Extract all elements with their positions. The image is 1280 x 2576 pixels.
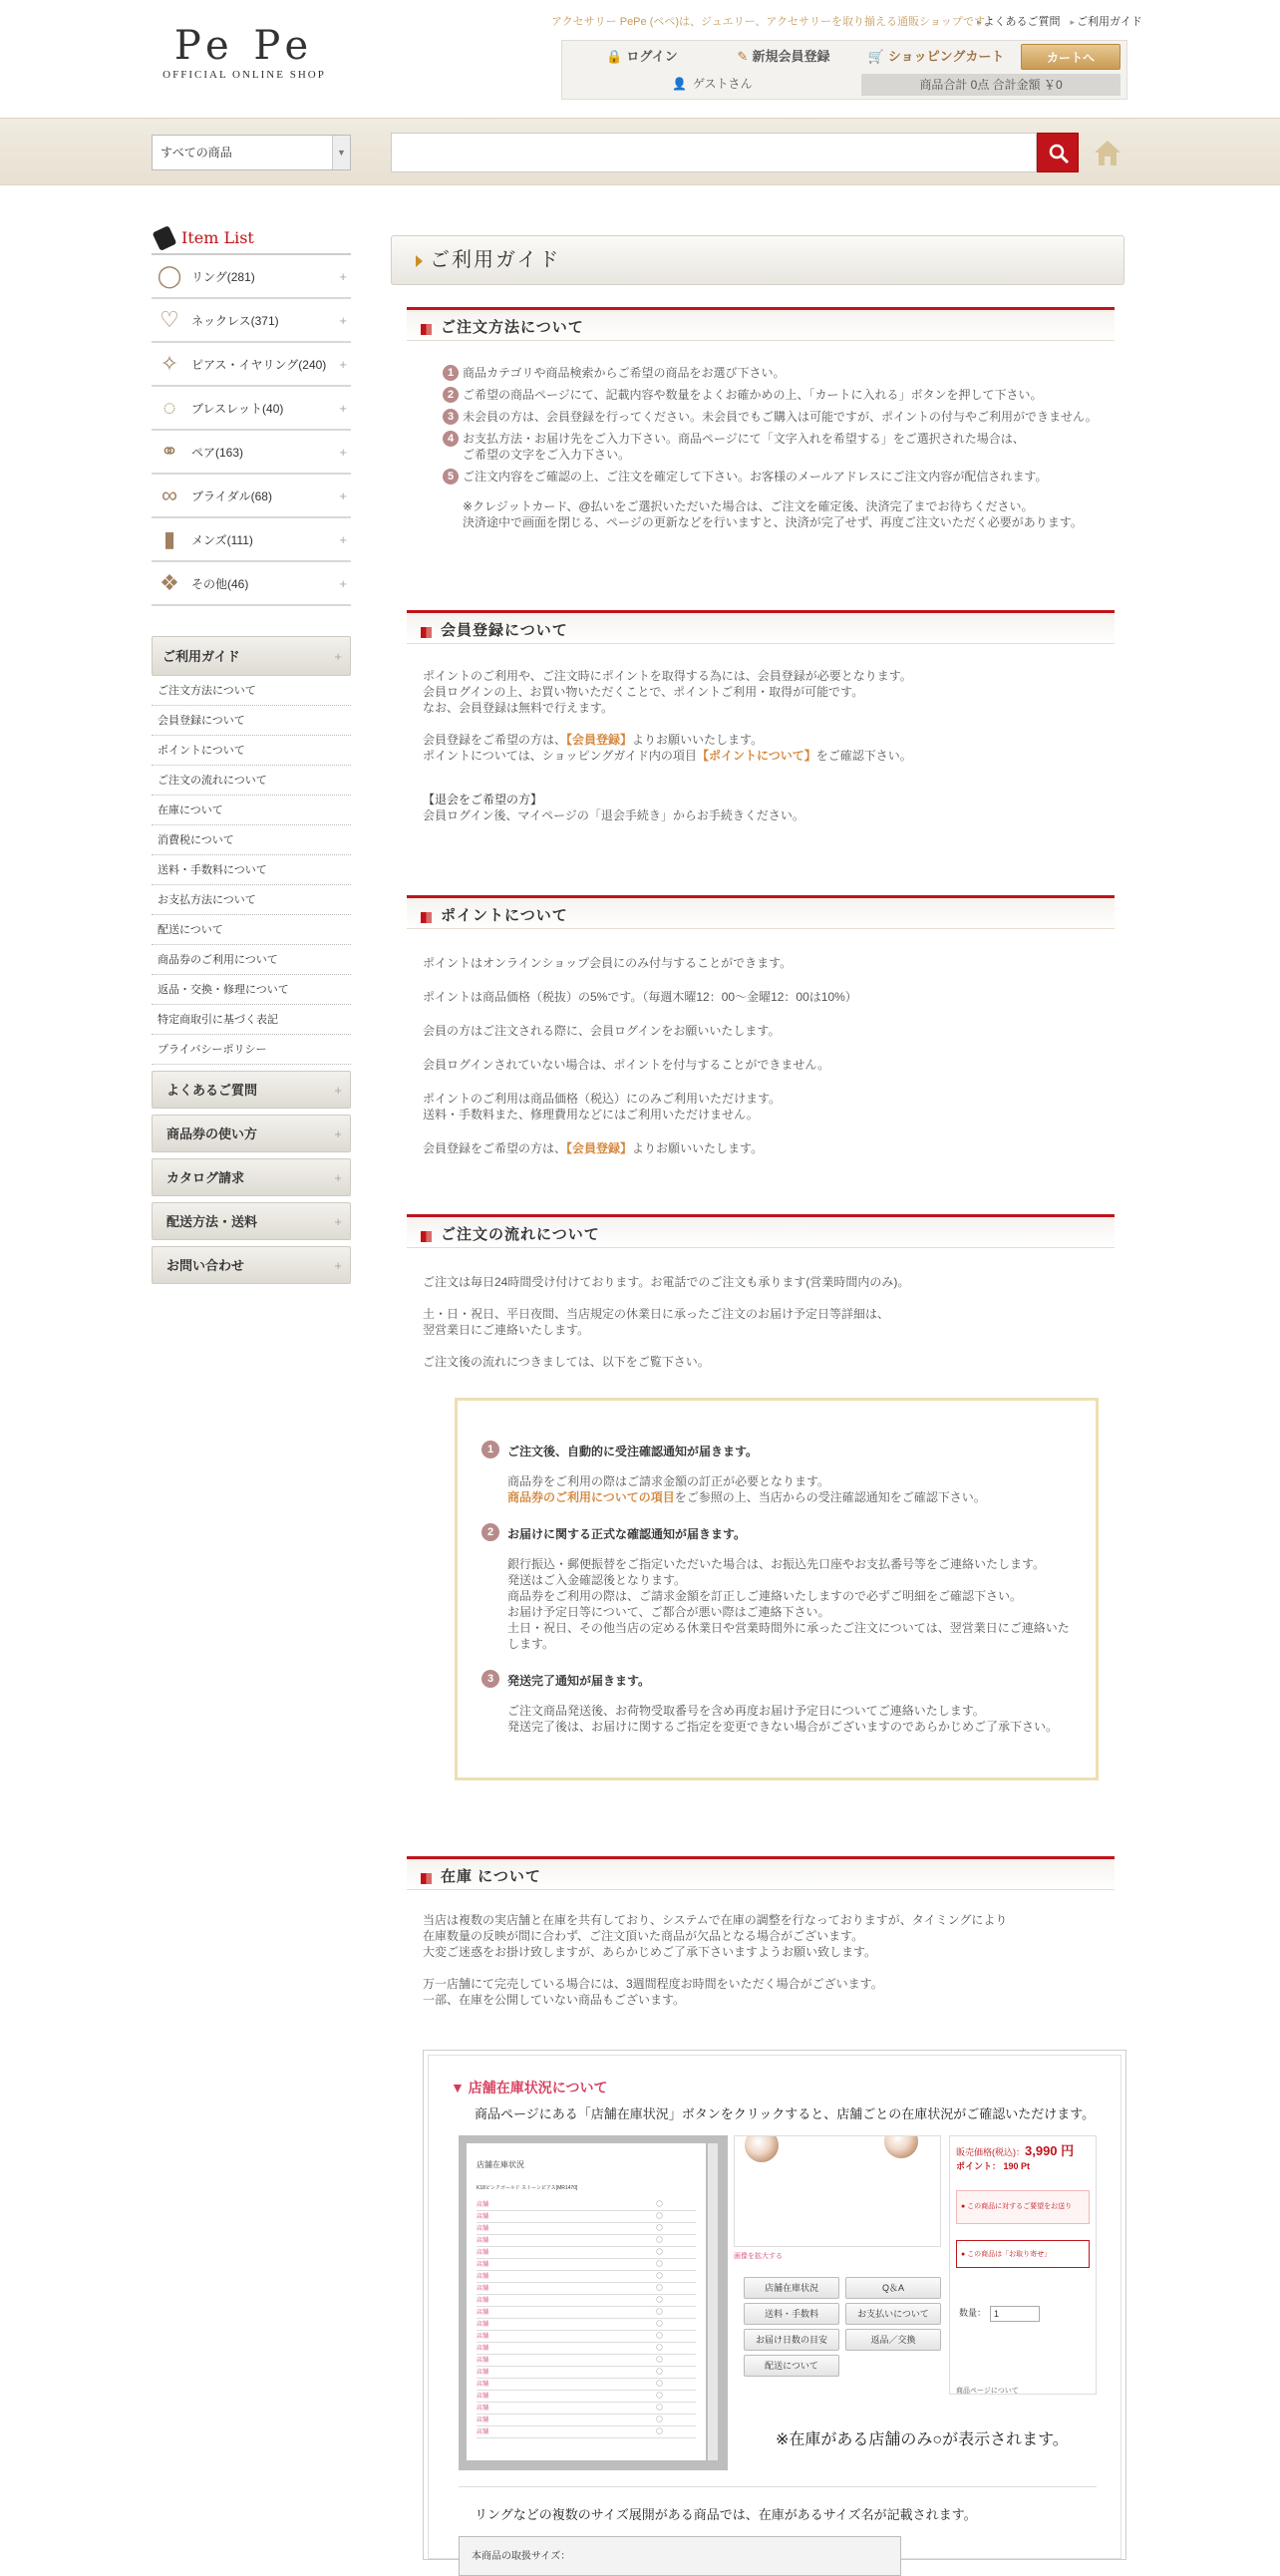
request-notice: ● この商品に対するご要望をお送り bbox=[956, 2190, 1090, 2224]
payment-button[interactable]: お支払いについて bbox=[845, 2303, 941, 2325]
sidebar-category[interactable] bbox=[152, 475, 351, 518]
order-section bbox=[407, 307, 1115, 530]
guest-label: ゲストさん bbox=[692, 77, 753, 91]
main-content bbox=[391, 235, 1124, 285]
section-body bbox=[407, 1912, 1115, 2008]
store-row: 店舗 ◯ bbox=[477, 2223, 696, 2235]
text-line: ポイントはオンラインショップ会員にのみ付与することができます。 bbox=[423, 956, 793, 970]
store-row: 店舗 ◯ bbox=[477, 2391, 696, 2403]
quantity-label: 数量： bbox=[959, 2308, 987, 2318]
store-stock-inner bbox=[428, 2055, 1121, 2562]
sidebar-buttons bbox=[152, 1071, 351, 1284]
pencil-icon: ✎ bbox=[737, 49, 749, 64]
guide-link[interactable]: 配送について bbox=[152, 915, 351, 945]
point-section bbox=[407, 895, 1115, 1156]
store-row: 店舗 ◯ bbox=[477, 2211, 696, 2223]
ring-icon: ◯ bbox=[157, 263, 182, 288]
guide-links bbox=[152, 676, 351, 1065]
return-button[interactable]: 返品／交換 bbox=[845, 2329, 941, 2351]
order-step-text: 未会員の方は、会員登録を行ってください。未会員でもご購入は可能ですが、ポイントの付与やご利用ができません。 bbox=[463, 410, 1098, 424]
flow-steps-box bbox=[455, 1398, 1099, 1780]
member-section bbox=[407, 610, 1115, 823]
faq-link[interactable]: ▸ よくあるご質問 bbox=[977, 16, 1061, 28]
page-title: ご利用ガイド bbox=[391, 235, 1124, 285]
store-row: 店舗 ◯ bbox=[477, 2426, 696, 2438]
sidebar-category[interactable] bbox=[152, 387, 351, 431]
text-line: 発送はご入金確認後となります。 bbox=[507, 1573, 687, 1587]
order-step: 4 お支払方法・お届け先をご入力下さい。商品ページにて「文字入れを希望する」をご選択された場合は、 ご希望の文字をご入力下さい。 bbox=[443, 431, 1115, 463]
necklace-icon: ♡ bbox=[160, 307, 179, 332]
item-list-title bbox=[152, 221, 351, 255]
guide-link[interactable]: ▸ ご利用ガイド bbox=[1071, 16, 1142, 28]
gem-icon bbox=[745, 2135, 779, 2162]
flow-step: 2 お届けに関する正式な確認通知が届きます。 銀行振込・郵便振替をご指定いただいた場合は、お振込先口座やお支払番号等をご連絡いたします。 発送はご入金確認後となります。 商品券をご利用の際は、ご請求金額を訂正しご連絡いたしますので必ずご明細をご確認下さい。 お届け予定日等について、ご都合が悪い際はご連絡下さい。 土日・祝日、その他当店の定める休業日や営業時間外に承ったご注文については、翌営業日にご連絡いたします。 bbox=[481, 1525, 1080, 1652]
store-row: 店舗 ◯ bbox=[477, 2307, 696, 2319]
shipping-fee-button[interactable]: 送料・手数料 bbox=[744, 2303, 839, 2325]
section-heading: ご注文の流れについて bbox=[407, 1214, 1115, 1248]
top-links bbox=[967, 13, 1142, 29]
delivery-days-button[interactable]: お届け日数の目安 bbox=[744, 2329, 839, 2351]
note-line: ※クレジットカード、@払いをご選択いただいた場合は、ご注文を確定後、決済完了までお待ちください。 bbox=[463, 499, 1034, 513]
size-box: 本商品の取扱サイズ： bbox=[459, 2536, 901, 2576]
site-logo[interactable] bbox=[160, 24, 329, 82]
sidebar-button[interactable] bbox=[152, 1158, 351, 1196]
magnify-link[interactable]: 画像を拡大する bbox=[734, 2253, 783, 2260]
order-step: 1 商品カテゴリや商品検索からご希望の商品をお選び下さい。 bbox=[443, 365, 1115, 381]
guide-link[interactable]: お支払方法について bbox=[152, 885, 351, 915]
store-row: 店舗 ◯ bbox=[477, 2271, 696, 2283]
order-step: 2 ご希望の商品ページにて、記載内容や数量をよくお確かめの上、「カートに入れる」ボタンを押して下さい。 bbox=[443, 387, 1115, 403]
text-line: お届け予定日等について、ご都合が悪い際はご連絡下さい。 bbox=[507, 1605, 830, 1619]
text-line: ポイントについては、ショッピングガイド内の項目 bbox=[423, 749, 697, 763]
text-line: をご確認下さい。 bbox=[815, 749, 912, 763]
user-icon: 👤 bbox=[672, 77, 687, 91]
store-row: 店舗 ◯ bbox=[477, 2331, 696, 2343]
order-step-text: お支払方法・お届け先をご入力下さい。商品ページにて「文字入れを希望する」をご選択された場合は、 bbox=[463, 432, 1025, 446]
text-line: 会員ログインの上、お買い物いただくことで、ポイントご利用・取得が可能です。 bbox=[423, 685, 864, 699]
stock-section bbox=[407, 1856, 1115, 2008]
category-label: ペア(163) bbox=[191, 445, 244, 460]
sidebar-category[interactable] bbox=[152, 431, 351, 475]
login-label: ログイン bbox=[626, 49, 678, 64]
sidebar-category[interactable] bbox=[152, 343, 351, 387]
section-heading: 会員登録について bbox=[407, 610, 1115, 644]
flow-step-title: ご注文後、自動的に受注確認通知が届きます。 bbox=[507, 1445, 759, 1458]
point-guide-link[interactable]: 【ポイントについて】 bbox=[696, 749, 816, 763]
sidebar-button[interactable] bbox=[152, 1071, 351, 1109]
plus-icon: + bbox=[334, 1083, 342, 1098]
flow-step: 1 ご注文後、自動的に受注確認通知が届きます。 商品券をご利用の際はご請求金額の訂正が必要となります。 商品券のご利用についての項目をご参照の上、当店からの受注確認通知をご確認下さい。 bbox=[481, 1443, 1080, 1505]
guide-menu-header[interactable] bbox=[152, 636, 351, 676]
text-line: をご参照の上、当店からの受注確認通知をご確認下さい。 bbox=[674, 1490, 986, 1504]
sidebar-button[interactable] bbox=[152, 1202, 351, 1240]
text-line: 会員登録をご希望の方は、 bbox=[423, 1141, 567, 1155]
search-icon bbox=[1048, 143, 1070, 164]
order-step-text: ご注文内容をご確認の上、ご注文を確定して下さい。お客様のメールアドレスにご注文内容が配信されます。 bbox=[463, 470, 1048, 483]
bracelet-icon: ◌ bbox=[162, 395, 176, 420]
scrollbar[interactable] bbox=[708, 2143, 718, 2460]
go-to-cart-button[interactable]: カートへ bbox=[1021, 44, 1120, 70]
gift-voucher-link[interactable]: 商品券のご利用についての項目 bbox=[507, 1490, 675, 1504]
item-list-label: Item List bbox=[181, 228, 254, 247]
withdraw-title: 【退会をご希望の方】 bbox=[423, 793, 543, 806]
plus-icon: + bbox=[339, 576, 347, 591]
guide-link[interactable]: 在庫について bbox=[152, 796, 351, 825]
store-row: 店舗 ◯ bbox=[477, 2379, 696, 2391]
store-row: 店舗 ◯ bbox=[477, 2295, 696, 2307]
plus-icon: + bbox=[339, 532, 347, 547]
sidebar-button-label: よくあるご質問 bbox=[166, 1083, 258, 1098]
order-step-text: 商品カテゴリや商品検索からご希望の商品をお選び下さい。 bbox=[463, 366, 786, 380]
store-row: 店舗 ◯ bbox=[477, 2343, 696, 2355]
store-rows bbox=[477, 2199, 696, 2438]
store-row: 店舗 ◯ bbox=[477, 2367, 696, 2379]
tagline: アクセサリー PePe (ペペ)は、ジュエリー、アクセサリーを取り揃える通販ショップです。 bbox=[551, 16, 996, 28]
quantity-field bbox=[956, 2306, 1040, 2322]
text-line: 万一店舗にて完売している場合には、3週間程度お時間をいただく場合がございます。 bbox=[423, 1977, 883, 1991]
order-step-text: ご希望の商品ページにて、記載内容や数量をよくお確かめの上、「カートに入れる」ボタンを押して下さい。 bbox=[463, 388, 1043, 402]
section-body bbox=[407, 955, 1115, 1156]
guide-link[interactable]: 消費税について bbox=[152, 825, 351, 855]
plus-icon: + bbox=[339, 401, 347, 416]
plus-icon: + bbox=[334, 1214, 342, 1229]
text-line: ご注文後の流れにつきましては、以下をご覧下さい。 bbox=[423, 1355, 710, 1369]
section-body bbox=[407, 1274, 1115, 1370]
order-note bbox=[443, 498, 1115, 530]
text-line: 会員の方はご注文される際に、会員ログインをお願いいたします。 bbox=[423, 1024, 781, 1038]
product-page-example bbox=[730, 2135, 1097, 2470]
pane-product: K18ピンクゴールド ストーンピアス[MR1470] bbox=[477, 2185, 578, 2191]
text-line: ご注文は毎日24時間受け付けております。お電話でのご注文も承ります(営業時間内のみ)。 bbox=[423, 1275, 910, 1289]
text-line: 当店は複数の実店舗と在庫を共有しており、システムで在庫の調整を行なっておりますが、タイミングにより bbox=[423, 1913, 1008, 1927]
order-step: 5 ご注文内容をご確認の上、ご注文を確定して下さい。お客様のメールアドレスにご注文内容が配信されます。 bbox=[443, 469, 1115, 484]
login-button[interactable] bbox=[572, 45, 712, 69]
plus-icon: + bbox=[339, 445, 347, 460]
store-row: 店舗 ◯ bbox=[477, 2355, 696, 2367]
example-screenshot bbox=[459, 2135, 1097, 2470]
text-line: なお、会員登録は無料で行えます。 bbox=[423, 701, 614, 715]
guide-link[interactable]: ご注文方法について bbox=[152, 676, 351, 706]
text-line: 送料・手数料また、修理費用などにはご利用いただけません。 bbox=[423, 1108, 759, 1122]
text-line: 商品券をご利用の際は、ご請求金額を訂正しご連絡いたしますので必ずご明細をご確認下さい。 bbox=[507, 1589, 1023, 1603]
plus-icon: + bbox=[334, 1170, 342, 1185]
search-button[interactable] bbox=[1037, 133, 1079, 172]
text-line: 会員ログイン後、マイページの「退会手続き」からお手続きください。 bbox=[423, 808, 804, 822]
text-line: 在庫数量の反映が間に合わず、ご注文頂いた商品が欠品となる場合がございます。 bbox=[423, 1929, 864, 1943]
category-label: ブレスレット(40) bbox=[191, 401, 284, 416]
store-stock-title: ▼ 店舗在庫状況について bbox=[451, 2080, 608, 2095]
text-line: 一部、在庫を公開していない商品もございます。 bbox=[423, 1993, 686, 2007]
text-line: 大変ご迷惑をお掛け致しますが、あらかじめご了承下さいますようお願い致します。 bbox=[423, 1945, 877, 1959]
order-step-text: ご希望の文字をご入力下さい。 bbox=[463, 448, 631, 462]
sidebar-button[interactable] bbox=[152, 1246, 351, 1284]
member-register-link[interactable]: 【会員登録】 bbox=[566, 733, 633, 747]
product-page-foot: 商品ページについて bbox=[956, 2388, 1019, 2395]
note-line: 決済途中で画面を閉じる、ページの更新などを行いますと、決済が完了せず、再度ご注文いただく必要があります。 bbox=[463, 515, 1083, 529]
delivery-button[interactable]: 配送について bbox=[744, 2355, 839, 2377]
order-notice: ● この商品は「お取り寄せ」 bbox=[956, 2240, 1090, 2268]
category-label: ピアス・イヤリング(240) bbox=[191, 357, 327, 372]
store-row: 店舗 ◯ bbox=[477, 2283, 696, 2295]
lock-icon: 🔒 bbox=[606, 49, 623, 64]
bridal-icon: ∞ bbox=[161, 483, 177, 507]
store-row: 店舗 ◯ bbox=[477, 2403, 696, 2415]
text-line: 銀行振込・郵便振替をご指定いただいた場合は、お振込先口座やお支払番号等をご連絡いたします。 bbox=[507, 1557, 1046, 1571]
member-panel bbox=[561, 40, 1127, 100]
plus-icon: + bbox=[339, 269, 347, 284]
cart-total: 商品合計 0点 合計金額 ￥0 bbox=[861, 74, 1120, 96]
store-row: 店舗 ◯ bbox=[477, 2319, 696, 2331]
text-line: 商品券をご利用の際はご請求金額の訂正が必要となります。 bbox=[507, 1474, 830, 1488]
size-desc: リングなどの複数のサイズ展開がある商品では、在庫があるサイズ名が記載されます。 bbox=[475, 2507, 977, 2522]
order-steps bbox=[423, 365, 1115, 530]
store-row: 店舗 ◯ bbox=[477, 2247, 696, 2259]
text-line: 土・日・祝日、平日夜間、当店規定の休業日に承ったご注文のお届け予定日等詳細は、 bbox=[423, 1307, 890, 1321]
store-stock-box bbox=[423, 2050, 1126, 2560]
store-row: 店舗 ◯ bbox=[477, 2235, 696, 2247]
search-input[interactable] bbox=[391, 133, 1037, 172]
sidebar-category[interactable] bbox=[152, 299, 351, 343]
store-stock-popup bbox=[459, 2135, 728, 2470]
plus-icon: + bbox=[334, 649, 342, 664]
category-label: ネックレス(371) bbox=[191, 313, 279, 328]
sidebar-button-label: お問い合わせ bbox=[166, 1258, 245, 1273]
guide-link[interactable]: 特定商取引に基づく表記 bbox=[152, 1005, 351, 1035]
section-body bbox=[407, 365, 1115, 530]
text-line: ポイントは商品価格（税抜）の5%です。（毎週木曜12：00～金曜12：00は10%） bbox=[423, 990, 857, 1004]
guide-link[interactable]: ご注文の流れについて bbox=[152, 766, 351, 796]
logo-subtitle: OFFICIAL ONLINE SHOP bbox=[162, 69, 326, 81]
gem-icon bbox=[884, 2135, 918, 2158]
section-heading: ポイントについて bbox=[407, 895, 1115, 929]
mens-icon: ▮ bbox=[162, 526, 176, 551]
member-register-link[interactable]: 【会員登録】 bbox=[566, 1141, 633, 1155]
price-panel bbox=[949, 2135, 1097, 2395]
site-header bbox=[0, 0, 1280, 118]
product-image bbox=[734, 2135, 941, 2247]
category-label: その他(46) bbox=[191, 576, 249, 591]
shopping-cart-link[interactable] bbox=[861, 45, 1011, 69]
text-line: よりお願いいたします。 bbox=[632, 1141, 764, 1155]
guide-link[interactable]: 返品・交換・修理について bbox=[152, 975, 351, 1005]
register-button[interactable] bbox=[714, 45, 853, 69]
home-icon[interactable] bbox=[1092, 137, 1123, 168]
plus-icon: + bbox=[339, 488, 347, 503]
sidebar bbox=[152, 221, 351, 1284]
point-value: ポイント： 190 Pt bbox=[956, 2161, 1031, 2171]
section-heading: 在庫 について bbox=[407, 1856, 1115, 1890]
guide-link[interactable]: 送料・手数料について bbox=[152, 855, 351, 885]
price-label: 販売価格(税込)： bbox=[956, 2147, 1025, 2157]
flow-step-title: お届けに関する正式な確認通知が届きます。 bbox=[507, 1527, 747, 1541]
sidebar-category[interactable] bbox=[152, 518, 351, 562]
search-bar bbox=[0, 118, 1280, 185]
store-row: 店舗 ◯ bbox=[477, 2259, 696, 2271]
guide-menu-title: ご利用ガイド bbox=[162, 649, 240, 664]
category-select-value: すべての商品 bbox=[160, 146, 232, 160]
store-row: 店舗 ◯ bbox=[477, 2199, 696, 2211]
section-heading: ご注文方法について bbox=[407, 307, 1115, 341]
text-line: ポイントのご利用は商品価格（税込）にのみご利用いただけます。 bbox=[423, 1092, 782, 1106]
earring-icon: ✧ bbox=[160, 351, 179, 376]
plus-icon: + bbox=[339, 357, 347, 372]
chevron-down-icon: ▼ bbox=[332, 136, 350, 169]
other-icon: ❖ bbox=[160, 570, 179, 595]
screenshot-caption: ※在庫がある店舗のみ○が表示されます。 bbox=[776, 2431, 1069, 2448]
store-stock-button[interactable]: 店舗在庫状況 bbox=[744, 2277, 839, 2299]
category-list bbox=[152, 255, 351, 606]
category-label: メンズ(111) bbox=[191, 532, 253, 547]
pair-icon: ⚭ bbox=[160, 439, 179, 464]
category-select[interactable] bbox=[152, 135, 351, 170]
sidebar-button-label: 配送方法・送料 bbox=[166, 1214, 258, 1229]
order-step: 3 未会員の方は、会員登録を行ってください。未会員でもご購入は可能ですが、ポイントの付与やご利用ができません。 bbox=[443, 409, 1115, 425]
guide-link[interactable]: ポイントについて bbox=[152, 736, 351, 766]
plus-icon: + bbox=[334, 1127, 342, 1141]
divider bbox=[459, 2486, 1097, 2487]
category-label: リング(281) bbox=[191, 269, 255, 284]
text-line: 会員ログインされていない場合は、ポイントを付与することができません。 bbox=[423, 1058, 830, 1072]
plus-icon: + bbox=[334, 1258, 342, 1273]
text-line: 会員登録をご希望の方は、 bbox=[423, 733, 567, 747]
price-value: 3,990 円 bbox=[1025, 2143, 1075, 2158]
quantity-input[interactable]: 1 bbox=[990, 2306, 1040, 2322]
text-line: 翌営業日にご連絡いたします。 bbox=[423, 1323, 590, 1337]
cart-icon: 🛒 bbox=[867, 49, 884, 64]
guest-greeting bbox=[672, 75, 871, 92]
price-line bbox=[950, 2136, 1096, 2159]
qa-button[interactable]: Q＆A bbox=[845, 2277, 941, 2299]
section-body bbox=[407, 668, 1115, 823]
store-stock-pane bbox=[467, 2143, 706, 2460]
flow-section bbox=[407, 1214, 1115, 1734]
sidebar-button-label: 商品券の使い方 bbox=[166, 1127, 258, 1141]
logo-mark: Pe Pe bbox=[173, 23, 315, 69]
guide-link[interactable]: プライバシーポリシー bbox=[152, 1035, 351, 1065]
text-line: ポイントのご利用や、ご注文時にポイントを取得する為には、会員登録が必要となります。 bbox=[423, 669, 912, 683]
flow-step: 3 発送完了通知が届きます。 ご注文商品発送後、お荷物受取番号を含め再度お届け予定日についてご連絡いたします。 発送完了後は、お届けに関するご指定を変更できない場合がございますのであらかじめご了承下さい。 bbox=[481, 1672, 1080, 1735]
category-label: ブライダル(68) bbox=[191, 488, 272, 503]
text-line: 発送完了後は、お届けに関するご指定を変更できない場合がございますのであらかじめご了承下さい。 bbox=[507, 1720, 1059, 1734]
plus-icon: + bbox=[339, 313, 347, 328]
store-row: 店舗 ◯ bbox=[477, 2415, 696, 2426]
tag-icon bbox=[153, 225, 177, 251]
flow-step-title: 発送完了通知が届きます。 bbox=[507, 1674, 651, 1688]
guide-link[interactable]: 会員登録について bbox=[152, 706, 351, 736]
pane-title: 店舗在庫状況 bbox=[477, 2160, 524, 2169]
store-stock-desc: 商品ページにある「店舗在庫状況」ボタンをクリックすると、店舗ごとの在庫状況がご確認いただけます。 bbox=[475, 2106, 1096, 2121]
text-line: 土日・祝日、その他当店の定める休業日や営業時間外に承ったご注文については、翌営業日にご連絡いたします。 bbox=[507, 1621, 1070, 1651]
guide-link[interactable]: 商品券のご利用について bbox=[152, 945, 351, 975]
text-line: よりお願いいたします。 bbox=[632, 733, 764, 747]
sidebar-button-label: カタログ請求 bbox=[166, 1170, 245, 1185]
cart-label: ショッピングカート bbox=[887, 49, 1005, 64]
sidebar-category[interactable] bbox=[152, 255, 351, 299]
register-label: 新規会員登録 bbox=[752, 49, 830, 64]
sidebar-category[interactable] bbox=[152, 562, 351, 606]
sidebar-button[interactable] bbox=[152, 1115, 351, 1152]
text-line: ご注文商品発送後、お荷物受取番号を含め再度お届け予定日についてご連絡いたします。 bbox=[507, 1704, 985, 1718]
